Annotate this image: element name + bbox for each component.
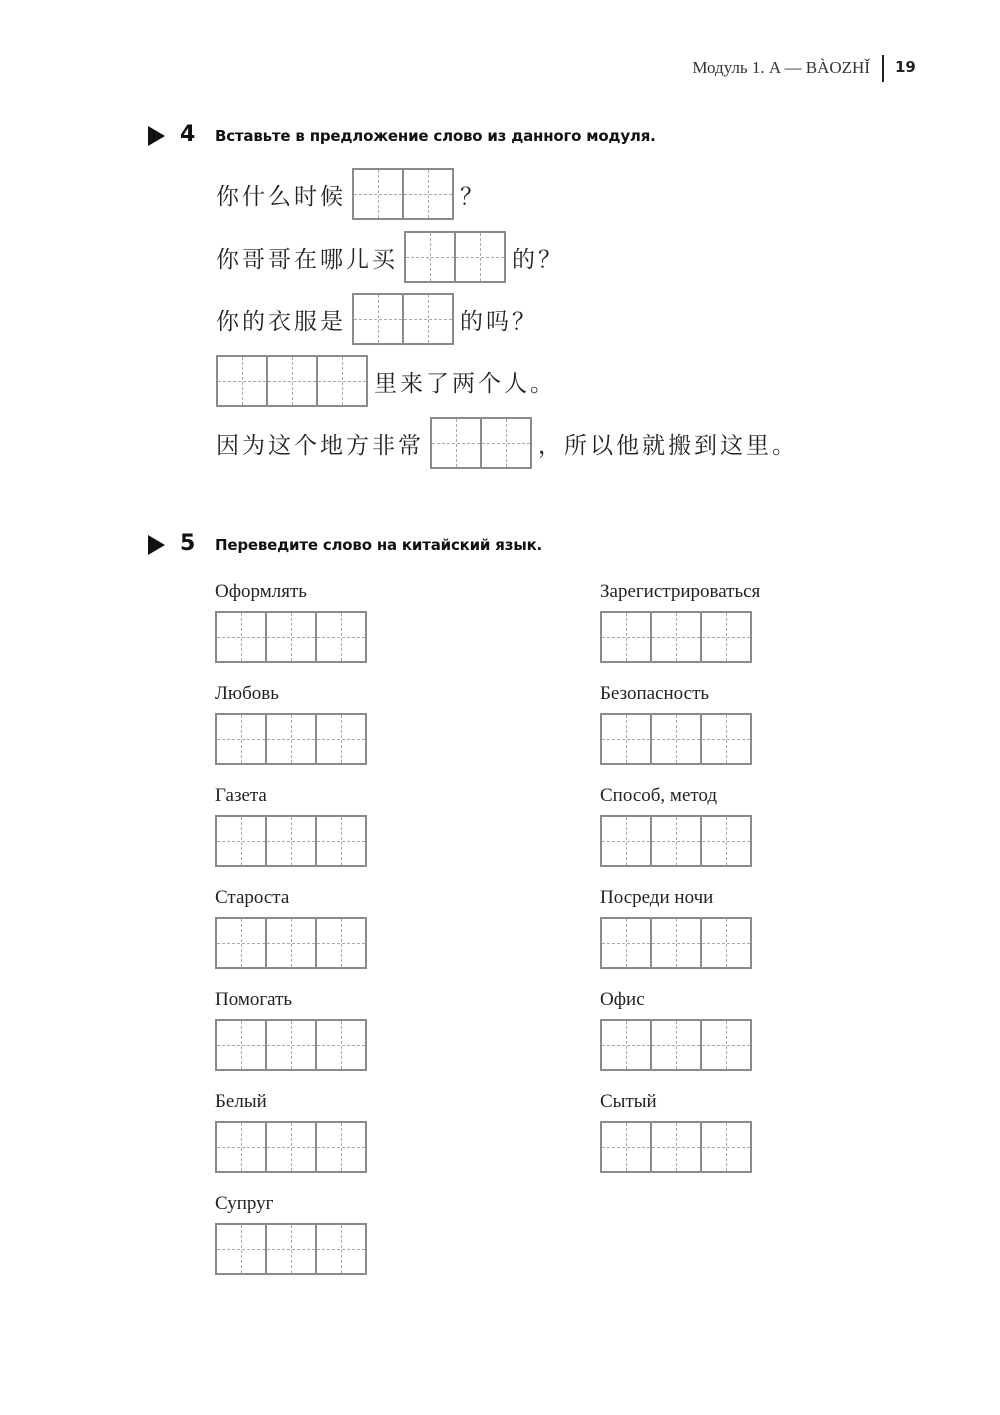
writing-cell[interactable] [315,919,365,967]
writing-cell[interactable] [217,1021,265,1069]
writing-cell[interactable] [217,613,265,661]
word-label: Газета [215,785,267,806]
sentence-2-before: 你哥哥在哪儿买 [216,246,398,273]
writing-cell[interactable] [432,419,480,467]
sentence-5 [216,417,798,469]
writing-cell[interactable] [602,919,650,967]
sentence-2-after: 的？ [512,246,564,273]
answer-box[interactable] [215,713,367,765]
answer-box[interactable] [600,611,752,663]
writing-cell[interactable] [217,817,265,865]
running-title: Модуль 1. A — BÀOZHǏ [692,58,870,77]
sentence-3 [216,293,538,345]
answer-box[interactable] [215,1121,367,1173]
writing-cell[interactable] [266,357,316,405]
sentence-1-before: 你什么时候 [216,183,346,210]
writing-cell[interactable] [265,1021,315,1069]
word-label: Белый [215,1091,267,1112]
sentence-1-after: ？ [460,183,486,210]
writing-cell[interactable] [700,1123,750,1171]
sentence-3-after: 的吗？ [460,308,538,335]
writing-cell[interactable] [316,357,366,405]
writing-cell[interactable] [315,613,365,661]
sentence-5-before: 因为这个地方非常 [216,432,424,459]
word-label: Любовь [215,683,279,704]
writing-cell[interactable] [265,715,315,763]
writing-cell[interactable] [354,295,402,343]
word-label: Зарегистрироваться [600,581,761,602]
word-label: Сытый [600,1091,657,1112]
writing-cell[interactable] [454,233,504,281]
sentence-2 [216,231,564,283]
writing-cell[interactable] [602,817,650,865]
answer-box[interactable] [215,815,367,867]
sentence-4 [216,355,556,407]
writing-cell[interactable] [480,419,530,467]
writing-cell[interactable] [402,170,452,218]
answer-box[interactable] [600,815,752,867]
writing-cell[interactable] [354,170,402,218]
sentence-1-answer-box[interactable] [352,168,454,220]
sentence-5-after: ，所以他就搬到这里。 [538,432,798,459]
answer-box[interactable] [215,1223,367,1275]
sentence-3-before: 你的衣服是 [216,308,346,335]
writing-cell[interactable] [650,715,700,763]
writing-cell[interactable] [217,1123,265,1171]
sentence-3-answer-box[interactable] [352,293,454,345]
writing-cell[interactable] [602,613,650,661]
answer-box[interactable] [600,917,752,969]
writing-cell[interactable] [650,817,700,865]
answer-box[interactable] [600,713,752,765]
word-label: Оформлять [215,581,307,602]
exercise-5-title: Переведите слово на китайский язык. [215,536,543,554]
page-number: 19 [895,58,916,76]
writing-cell[interactable] [265,1123,315,1171]
exercise-5-arrow-icon [148,535,165,555]
writing-cell[interactable] [217,919,265,967]
writing-cell[interactable] [265,817,315,865]
writing-cell[interactable] [217,715,265,763]
writing-cell[interactable] [217,1225,265,1273]
writing-cell[interactable] [315,1123,365,1171]
writing-cell[interactable] [315,1225,365,1273]
writing-cell[interactable] [650,919,700,967]
word-label: Супруг [215,1193,274,1214]
exercise-4-number: 4 [180,122,196,147]
writing-cell[interactable] [650,1021,700,1069]
exercise-4-arrow-icon [148,126,165,146]
writing-cell[interactable] [650,1123,700,1171]
writing-cell[interactable] [315,817,365,865]
answer-box[interactable] [600,1019,752,1071]
sentence-4-answer-box[interactable] [216,355,368,407]
writing-cell[interactable] [218,357,266,405]
writing-cell[interactable] [700,613,750,661]
writing-cell[interactable] [265,1225,315,1273]
sentence-2-answer-box[interactable] [404,231,506,283]
header-divider [882,55,884,82]
exercise-4-title: Вставьте в предложение слово из данного модуля. [215,127,656,145]
answer-box[interactable] [215,611,367,663]
word-label: Помогать [215,989,293,1010]
word-label: Посреди ночи [600,887,714,908]
writing-cell[interactable] [700,715,750,763]
writing-cell[interactable] [602,1021,650,1069]
writing-cell[interactable] [402,295,452,343]
sentence-5-answer-box[interactable] [430,417,532,469]
writing-cell[interactable] [315,1021,365,1069]
writing-cell[interactable] [315,715,365,763]
answer-box[interactable] [215,1019,367,1071]
exercise-5-number: 5 [180,531,196,556]
word-label: Способ, метод [600,785,718,806]
answer-box[interactable] [600,1121,752,1173]
sentence-4-after: 里来了两个人。 [374,370,556,397]
writing-cell[interactable] [602,1123,650,1171]
word-label: Староста [215,887,290,908]
word-label: Офис [600,989,645,1010]
writing-cell[interactable] [700,919,750,967]
word-label: Безопасность [600,683,710,704]
answer-box[interactable] [215,917,367,969]
writing-cell[interactable] [265,613,315,661]
writing-cell[interactable] [700,1021,750,1069]
sentence-1 [216,168,486,220]
writing-cell[interactable] [650,613,700,661]
writing-cell[interactable] [602,715,650,763]
writing-cell[interactable] [406,233,454,281]
writing-cell[interactable] [700,817,750,865]
writing-cell[interactable] [265,919,315,967]
